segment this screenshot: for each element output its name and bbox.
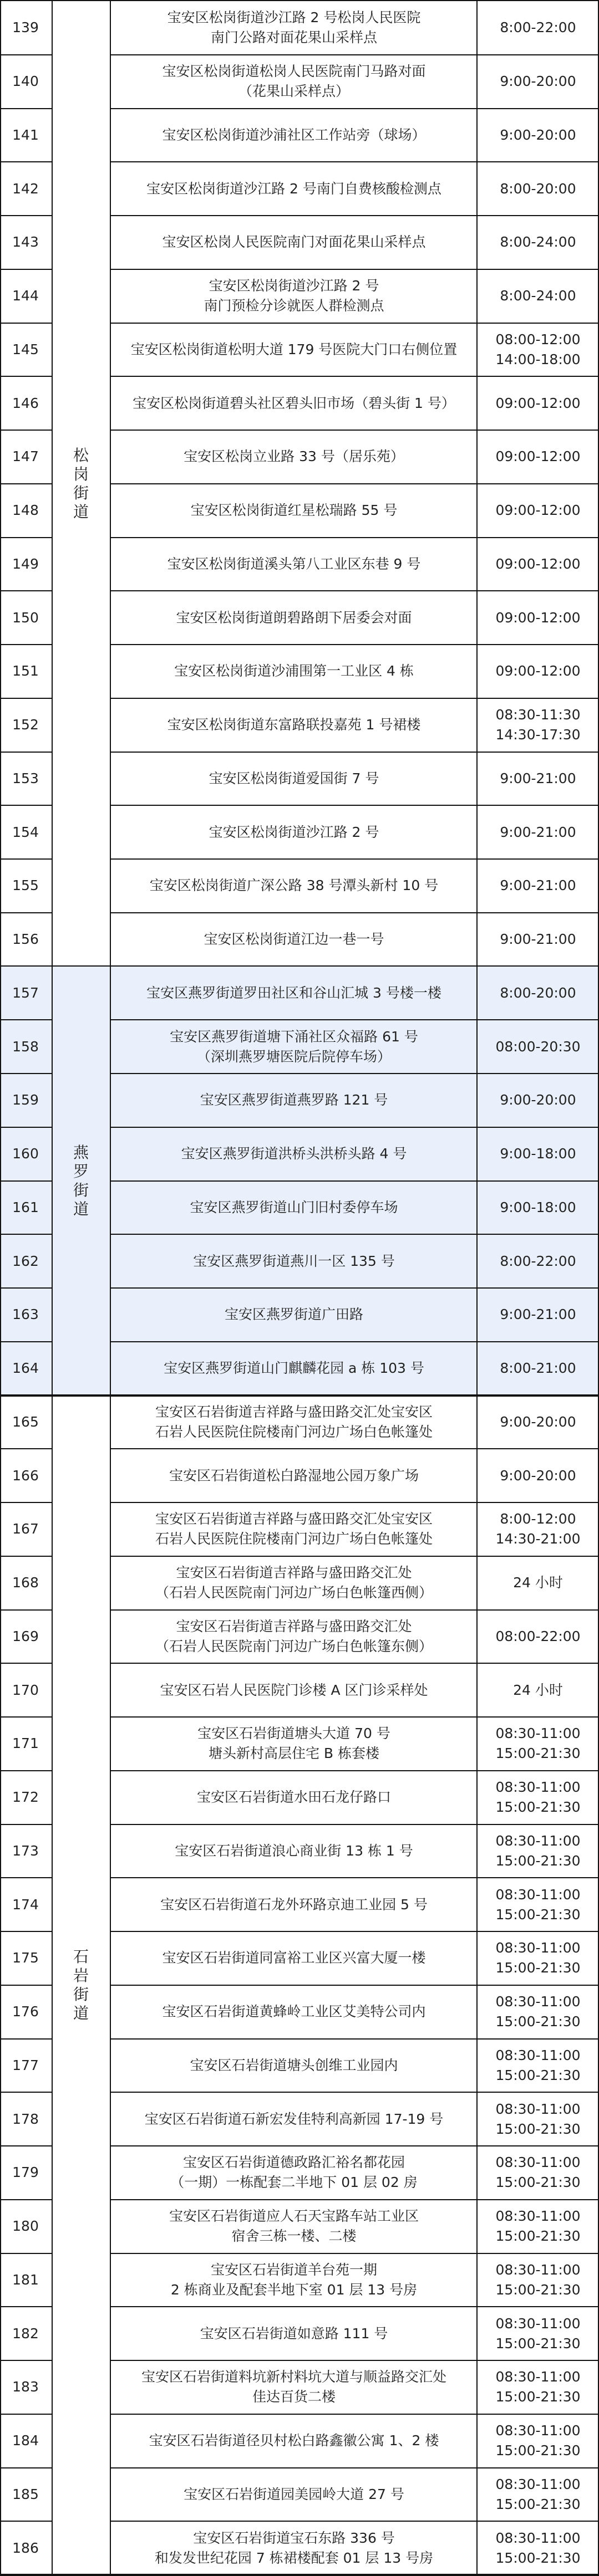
opening-hours: 08:30-11:00 15:00-21:30 xyxy=(495,1725,581,1762)
street-char: 街 xyxy=(73,1985,89,2003)
site-address: 宝安区松岗街道松岗人民医院南门马路对面 （花果山采样点） xyxy=(162,63,426,100)
row-number: 186 xyxy=(12,2539,39,2556)
site-address: 宝安区燕罗街道塘下涌社区众福路 61 号 （深圳燕罗塘医院后院停车场） xyxy=(170,1028,418,1065)
opening-hours: 8:00-12:00 14:30-21:00 xyxy=(495,1511,581,1547)
opening-hours: 9:00-20:00 xyxy=(500,126,576,143)
opening-hours: 9:00-21:00 xyxy=(500,824,576,840)
opening-hours: 24 小时 xyxy=(513,1575,563,1591)
row-number: 164 xyxy=(12,1360,39,1377)
row-number: 175 xyxy=(12,1950,39,1966)
opening-hours: 08:00-22:00 xyxy=(495,1628,581,1644)
opening-hours: 08:30-11:00 15:00-21:30 xyxy=(495,2047,581,2083)
opening-hours: 9:00-18:00 xyxy=(500,1146,576,1162)
site-address: 宝安区松岗街道沙浦围第一工业区 4 栋 xyxy=(174,663,414,679)
opening-hours: 08:30-11:30 14:30-17:30 xyxy=(495,707,581,743)
site-address: 宝安区松岗街道沙浦社区工作站旁（球场） xyxy=(162,126,426,143)
row-number: 148 xyxy=(12,502,39,519)
street-char: 罗 xyxy=(73,1162,89,1180)
row-number: 151 xyxy=(12,663,39,679)
row-number: 184 xyxy=(12,2432,39,2449)
site-address: 宝安区石岩街道水田石龙仔路口 xyxy=(196,1789,391,1806)
row-number: 152 xyxy=(12,717,39,733)
street-char: 燕 xyxy=(73,1143,89,1162)
street-char: 道 xyxy=(73,1199,89,1218)
site-address: 宝安区松岗街道红星松瑞路 55 号 xyxy=(190,502,398,519)
site-address: 宝安区石岩街道石新宏发佳特利高新园 17-19 号 xyxy=(144,2110,444,2127)
site-address: 宝安区石岩街道径贝村松白路鑫徽公寓 1、2 楼 xyxy=(149,2432,439,2449)
site-address: 宝安区松岗街道朗碧路朗下居委会对面 xyxy=(176,609,412,626)
opening-hours: 08:30-11:00 15:00-21:30 xyxy=(495,2422,581,2459)
opening-hours: 08:30-11:00 15:00-21:30 xyxy=(495,1994,581,2030)
opening-hours: 08:30-11:00 15:00-21:30 xyxy=(495,2476,581,2512)
opening-hours: 08:30-11:00 15:00-21:30 xyxy=(495,1832,581,1869)
opening-hours: 9:00-20:00 xyxy=(500,1413,576,1430)
opening-hours: 08:30-11:00 15:00-21:30 xyxy=(495,2315,581,2352)
site-address: 宝安区松岗立业路 33 号（居乐苑） xyxy=(184,448,404,465)
row-number: 161 xyxy=(12,1199,39,1215)
opening-hours: 08:30-11:00 15:00-21:30 xyxy=(495,1779,581,1816)
opening-hours: 09:00-12:00 xyxy=(495,448,581,465)
opening-hours: 08:30-11:00 15:00-21:30 xyxy=(495,2369,581,2405)
opening-hours: 9:00-20:00 xyxy=(500,1467,576,1484)
opening-hours: 24 小时 xyxy=(513,1681,563,1698)
site-address: 宝安区石岩街道石龙外环路京迪工业园 5 号 xyxy=(160,1896,428,1913)
opening-hours: 9:00-20:00 xyxy=(500,1092,576,1108)
site-address: 宝安区燕罗街道洪桥头洪桥头路 4 号 xyxy=(181,1146,407,1162)
site-address: 宝安区石岩街道塘头大道 70 号 塘头新村高层住宅 B 栋套楼 xyxy=(197,1725,390,1762)
site-address: 宝安区石岩街道园美园岭大道 27 号 xyxy=(184,2486,404,2502)
site-address: 宝安区石岩街道黄蜂岭工业区艾美特公司内 xyxy=(162,2003,426,2020)
site-address: 宝安区松岗街道沙江路 2 号 南门预检分诊就医人群检测点 xyxy=(204,278,384,314)
row-number: 140 xyxy=(12,73,39,90)
row-number: 156 xyxy=(12,931,39,948)
row-number: 145 xyxy=(12,341,39,357)
opening-hours: 9:00-21:00 xyxy=(500,931,576,948)
row-number: 157 xyxy=(12,984,39,1001)
site-address: 宝安区燕罗街道罗田社区和谷山汇城 3 号楼一楼 xyxy=(146,984,441,1001)
street-char: 松 xyxy=(73,446,89,464)
site-address: 宝安区石岩街道如意路 111 号 xyxy=(200,2325,388,2342)
row-number: 147 xyxy=(12,448,39,465)
site-address: 宝安区松岗街道东富路联投嘉苑 1 号裙楼 xyxy=(167,717,421,733)
site-address: 宝安区石岩街道浪心商业街 13 栋 1 号 xyxy=(175,1842,413,1859)
opening-hours: 9:00-21:00 xyxy=(500,1306,576,1323)
street-char: 街 xyxy=(73,1180,89,1199)
opening-hours: 8:00-21:00 xyxy=(500,1360,576,1377)
site-address: 宝安区松岗人民医院南门对面花果山采样点 xyxy=(162,234,426,251)
site-address: 宝安区松岗街道溪头第八工业区东巷 9 号 xyxy=(167,555,421,572)
opening-hours: 08:30-11:00 15:00-21:30 xyxy=(495,2100,581,2137)
column-divider xyxy=(110,0,111,2575)
row-number: 150 xyxy=(12,609,39,626)
opening-hours: 8:00-20:00 xyxy=(500,984,576,1001)
site-address: 宝安区石岩人民医院门诊楼 A 区门诊采样处 xyxy=(160,1681,428,1698)
row-number: 154 xyxy=(12,824,39,840)
site-address: 宝安区石岩街道应人石天宝路车站工业区 宿舍三栋一楼、二楼 xyxy=(169,2208,419,2245)
street-name xyxy=(52,967,110,1396)
street-char: 道 xyxy=(73,502,89,521)
opening-hours: 8:00-24:00 xyxy=(500,288,576,304)
row-number: 141 xyxy=(12,126,39,143)
row-number: 146 xyxy=(12,395,39,411)
site-address: 宝安区松岗街道松明大道 179 号医院大门口右侧位置 xyxy=(130,341,458,357)
row-number: 177 xyxy=(12,2057,39,2073)
site-address: 宝安区石岩街道松白路湿地公园万象广场 xyxy=(169,1467,419,1484)
opening-hours: 8:00-22:00 xyxy=(500,19,576,36)
opening-hours: 9:00-20:00 xyxy=(500,73,576,90)
opening-hours: 9:00-21:00 xyxy=(500,877,576,894)
site-address: 宝安区燕罗街道山门旧村委停车场 xyxy=(190,1199,398,1215)
row-number: 170 xyxy=(12,1681,39,1698)
site-address: 宝安区燕罗街道燕川一区 135 号 xyxy=(193,1253,395,1269)
row-number: 160 xyxy=(12,1146,39,1162)
row-number: 162 xyxy=(12,1253,39,1269)
section-divider xyxy=(0,2574,599,2576)
row-number: 139 xyxy=(12,19,39,36)
street-char: 岗 xyxy=(73,464,89,483)
row-number: 176 xyxy=(12,2003,39,2020)
row-number: 167 xyxy=(12,1521,39,1537)
site-address: 宝安区松岗街道爱国街 7 号 xyxy=(209,770,379,786)
site-address: 宝安区石岩街道同富裕工业区兴富大厦一楼 xyxy=(162,1950,426,1966)
opening-hours: 9:00-18:00 xyxy=(500,1199,576,1215)
row-number: 171 xyxy=(12,1735,39,1752)
row-number: 149 xyxy=(12,555,39,572)
opening-hours: 08:00-20:30 xyxy=(495,1038,581,1055)
site-address: 宝安区燕罗街道广田路 xyxy=(224,1306,363,1323)
opening-hours: 9:00-21:00 xyxy=(500,770,576,786)
opening-hours: 09:00-12:00 xyxy=(495,555,581,572)
opening-hours: 09:00-12:00 xyxy=(495,395,581,411)
row-number: 159 xyxy=(12,1092,39,1108)
site-address: 宝安区石岩街道吉祥路与盛田路交汇处宝安区 石岩人民医院住院楼南门河边广场白色帐篷处 xyxy=(155,1511,433,1547)
street-name xyxy=(52,1,110,967)
street-char: 道 xyxy=(73,2003,89,2022)
opening-hours: 08:30-11:00 15:00-21:30 xyxy=(495,1886,581,1923)
opening-hours: 08:30-11:00 15:00-21:30 xyxy=(495,2208,581,2245)
opening-hours: 09:00-12:00 xyxy=(495,502,581,519)
row-number: 142 xyxy=(12,180,39,197)
row-number: 181 xyxy=(12,2271,39,2288)
site-address: 宝安区石岩街道羊台苑一期 2 栋商业及配套半地下室 01 层 13 号房 xyxy=(170,2261,418,2298)
row-number: 172 xyxy=(12,1789,39,1806)
column-divider xyxy=(476,0,478,2575)
site-address: 宝安区石岩街道吉祥路与盛田路交汇处宝安区 石岩人民医院住院楼南门河边广场白色帐篷处 xyxy=(155,1403,433,1440)
site-address: 宝安区燕罗街道山门麒麟花园 a 栋 103 号 xyxy=(164,1360,424,1377)
row-number: 166 xyxy=(12,1467,39,1484)
site-address: 宝安区石岩街道吉祥路与盛田路交汇处 （石岩人民医院南门河边广场白色帐篷东侧） xyxy=(155,1618,433,1654)
row-number: 178 xyxy=(12,2110,39,2127)
row-number: 174 xyxy=(12,1896,39,1913)
row-number: 155 xyxy=(12,877,39,894)
opening-hours: 8:00-24:00 xyxy=(500,234,576,251)
row-number: 185 xyxy=(12,2486,39,2502)
site-address: 宝安区石岩街道塘头创维工业园内 xyxy=(190,2057,398,2073)
opening-hours: 08:00-12:00 14:00-18:00 xyxy=(495,331,581,367)
row-number: 163 xyxy=(12,1306,39,1323)
site-address: 宝安区松岗街道江边一巷一号 xyxy=(204,931,384,948)
site-address: 宝安区松岗街道沙江路 2 号 xyxy=(209,824,379,840)
row-number: 173 xyxy=(12,1842,39,1859)
row-number: 165 xyxy=(12,1413,39,1430)
site-address: 宝安区松岗街道沙江路 2 号南门自费核酸检测点 xyxy=(146,180,441,197)
row-number: 169 xyxy=(12,1628,39,1644)
row-number: 143 xyxy=(12,234,39,251)
opening-hours: 8:00-22:00 xyxy=(500,1253,576,1269)
opening-hours: 09:00-12:00 xyxy=(495,609,581,626)
column-divider xyxy=(0,0,1,2575)
opening-hours: 08:30-11:00 15:00-21:30 xyxy=(495,2529,581,2566)
row-number: 180 xyxy=(12,2218,39,2235)
street-name xyxy=(52,1396,110,2575)
site-address: 宝安区石岩街道宝石东路 336 号 和发发世纪花园 7 栋裙楼配套 01 层 13 号房 xyxy=(154,2529,434,2566)
row-number: 182 xyxy=(12,2325,39,2342)
row-number: 153 xyxy=(12,770,39,786)
site-address: 宝安区松岗街道广深公路 38 号潭头新村 10 号 xyxy=(149,877,439,894)
site-address: 宝安区石岩街道德政路汇裕名都花园 （一期）一栋配套二半地下 01 层 02 房 xyxy=(170,2154,418,2191)
row-number: 179 xyxy=(12,2164,39,2181)
table-top-border xyxy=(0,0,599,1)
opening-hours: 09:00-12:00 xyxy=(495,663,581,679)
row-number: 183 xyxy=(12,2379,39,2395)
street-char: 街 xyxy=(73,483,89,502)
site-address: 宝安区石岩街道料坑新村料坑大道与顺益路交汇处 佳达百货二楼 xyxy=(141,2369,446,2405)
column-divider xyxy=(52,0,53,2575)
row-number: 168 xyxy=(12,1575,39,1591)
row-number: 144 xyxy=(12,288,39,304)
street-char: 石 xyxy=(73,1947,89,1966)
street-char: 岩 xyxy=(73,1966,89,1985)
site-address: 宝安区松岗街道碧头社区碧头旧市场（碧头街 1 号） xyxy=(133,395,455,411)
opening-hours: 08:30-11:00 15:00-21:30 xyxy=(495,2261,581,2298)
opening-hours: 08:30-11:00 15:00-21:30 xyxy=(495,1940,581,1976)
opening-hours: 08:30-11:00 15:00-21:30 xyxy=(495,2154,581,2191)
site-address: 宝安区燕罗街道燕罗路 121 号 xyxy=(200,1092,388,1108)
row-number: 158 xyxy=(12,1038,39,1055)
site-address: 宝安区松岗街道沙江路 2 号松岗人民医院 南门公路对面花果山采样点 xyxy=(167,9,421,46)
site-address: 宝安区石岩街道吉祥路与盛田路交汇处 （石岩人民医院南门河边广场白色帐篷西侧） xyxy=(155,1565,433,1601)
opening-hours: 8:00-20:00 xyxy=(500,180,576,197)
